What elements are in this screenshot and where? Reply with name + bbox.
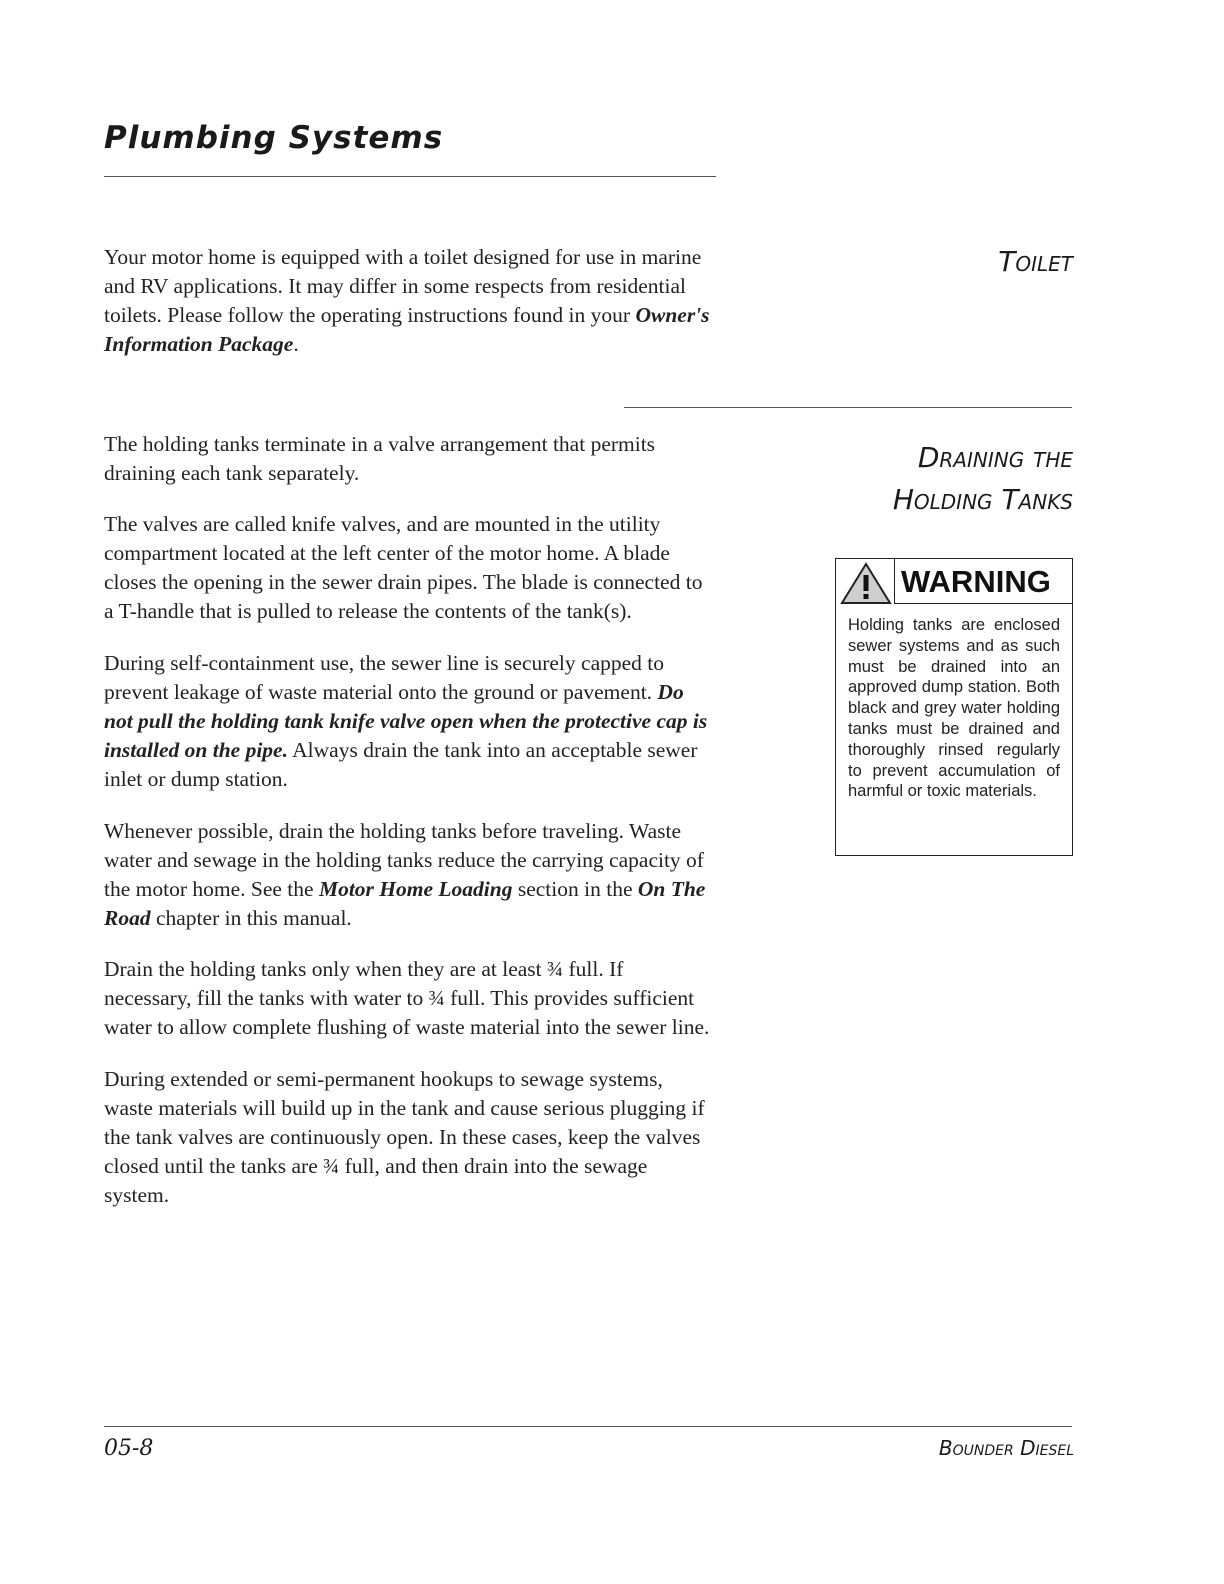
header-rule [104,176,716,177]
toilet-paragraph [104,243,716,359]
p3-text-a: During self-containment use, the sewer line is securely capped to prevent leakage of waste material onto the ground or pavement. [104,651,665,704]
on-the-road-reference: On The Road [104,877,706,930]
warning-triangle-icon [840,561,892,605]
draining-paragraph-5: Drain the holding tanks only when they are at least ¾ full. If necessary, fill the tanks with water to ¾ full. This provides sufficient water to allow complete flushing of waste material into the sewer line. [104,957,710,1039]
draining-paragraph-6: During extended or semi-permanent hookups to sewage systems, waste materials will build up in the tank and cause serious plugging if the tank valves are continuously open. In these cases, keep the valves closed until the tanks are ¾ full, and then drain into the sewage system. [104,1067,705,1207]
draining-paragraph-4 [104,817,716,933]
draining-paragraph-2: The valves are called knife valves, and are mounted in the utility compartment located at the left center of the motor home. A blade closes the opening in the sewer drain pipes. The blade is connected to a T-handle that is pulled to release the contents of the tank(s). [104,512,703,623]
owners-package-reference: Owner's Information Package [104,303,710,356]
section-divider [624,407,1072,408]
page-number: 05-8 [104,1436,154,1461]
chapter-title: Plumbing Systems [104,120,444,156]
toilet-text-end: . [293,332,299,356]
draining-paragraph-1: The holding tanks terminate in a valve arrangement that permits draining each tank separately. [104,432,656,485]
draining-heading-line1: Draining the [917,441,1073,474]
draining-heading [743,437,1073,521]
footer-rule [104,1426,1072,1427]
draining-paragraph-3 [104,649,716,794]
warning-label: WARNING [894,559,1072,604]
p4-text-b: section in the [512,877,638,901]
warning-text: Holding tanks are enclosed sewer systems and as such must be drained into an approved dump station. Both black and grey water holding tanks must be drained and thoroughly rinsed regularly to prevent accumulation of harmful or toxic materials. [848,616,1060,801]
knife-valve-caution: Do not pull the holding tank knife valve open when the protective cap is installed on the pipe. [104,680,708,762]
warning-box [835,558,1073,856]
draining-body [104,430,716,1210]
p4-text-a: Whenever possible, drain the holding tanks before traveling. Waste water and sewage in the holding tanks reduce the carrying capacity of the motor home. See the [104,819,704,901]
manual-title: Bounder Diesel [938,1436,1074,1460]
draining-heading-line2: Holding Tanks [892,483,1073,516]
toilet-text: Your motor home is equipped with a toilet designed for use in marine and RV applications. It may differ in some respects from residential toilets. Please follow the operating instructions found in your [104,245,702,327]
motor-home-loading-reference: Motor Home Loading [318,877,513,901]
p4-text-c: chapter in this manual. [150,906,352,930]
p3-text-b: Always drain the tank into an acceptable sewer inlet or dump station. [104,738,698,791]
toilet-heading: Toilet [998,245,1073,278]
